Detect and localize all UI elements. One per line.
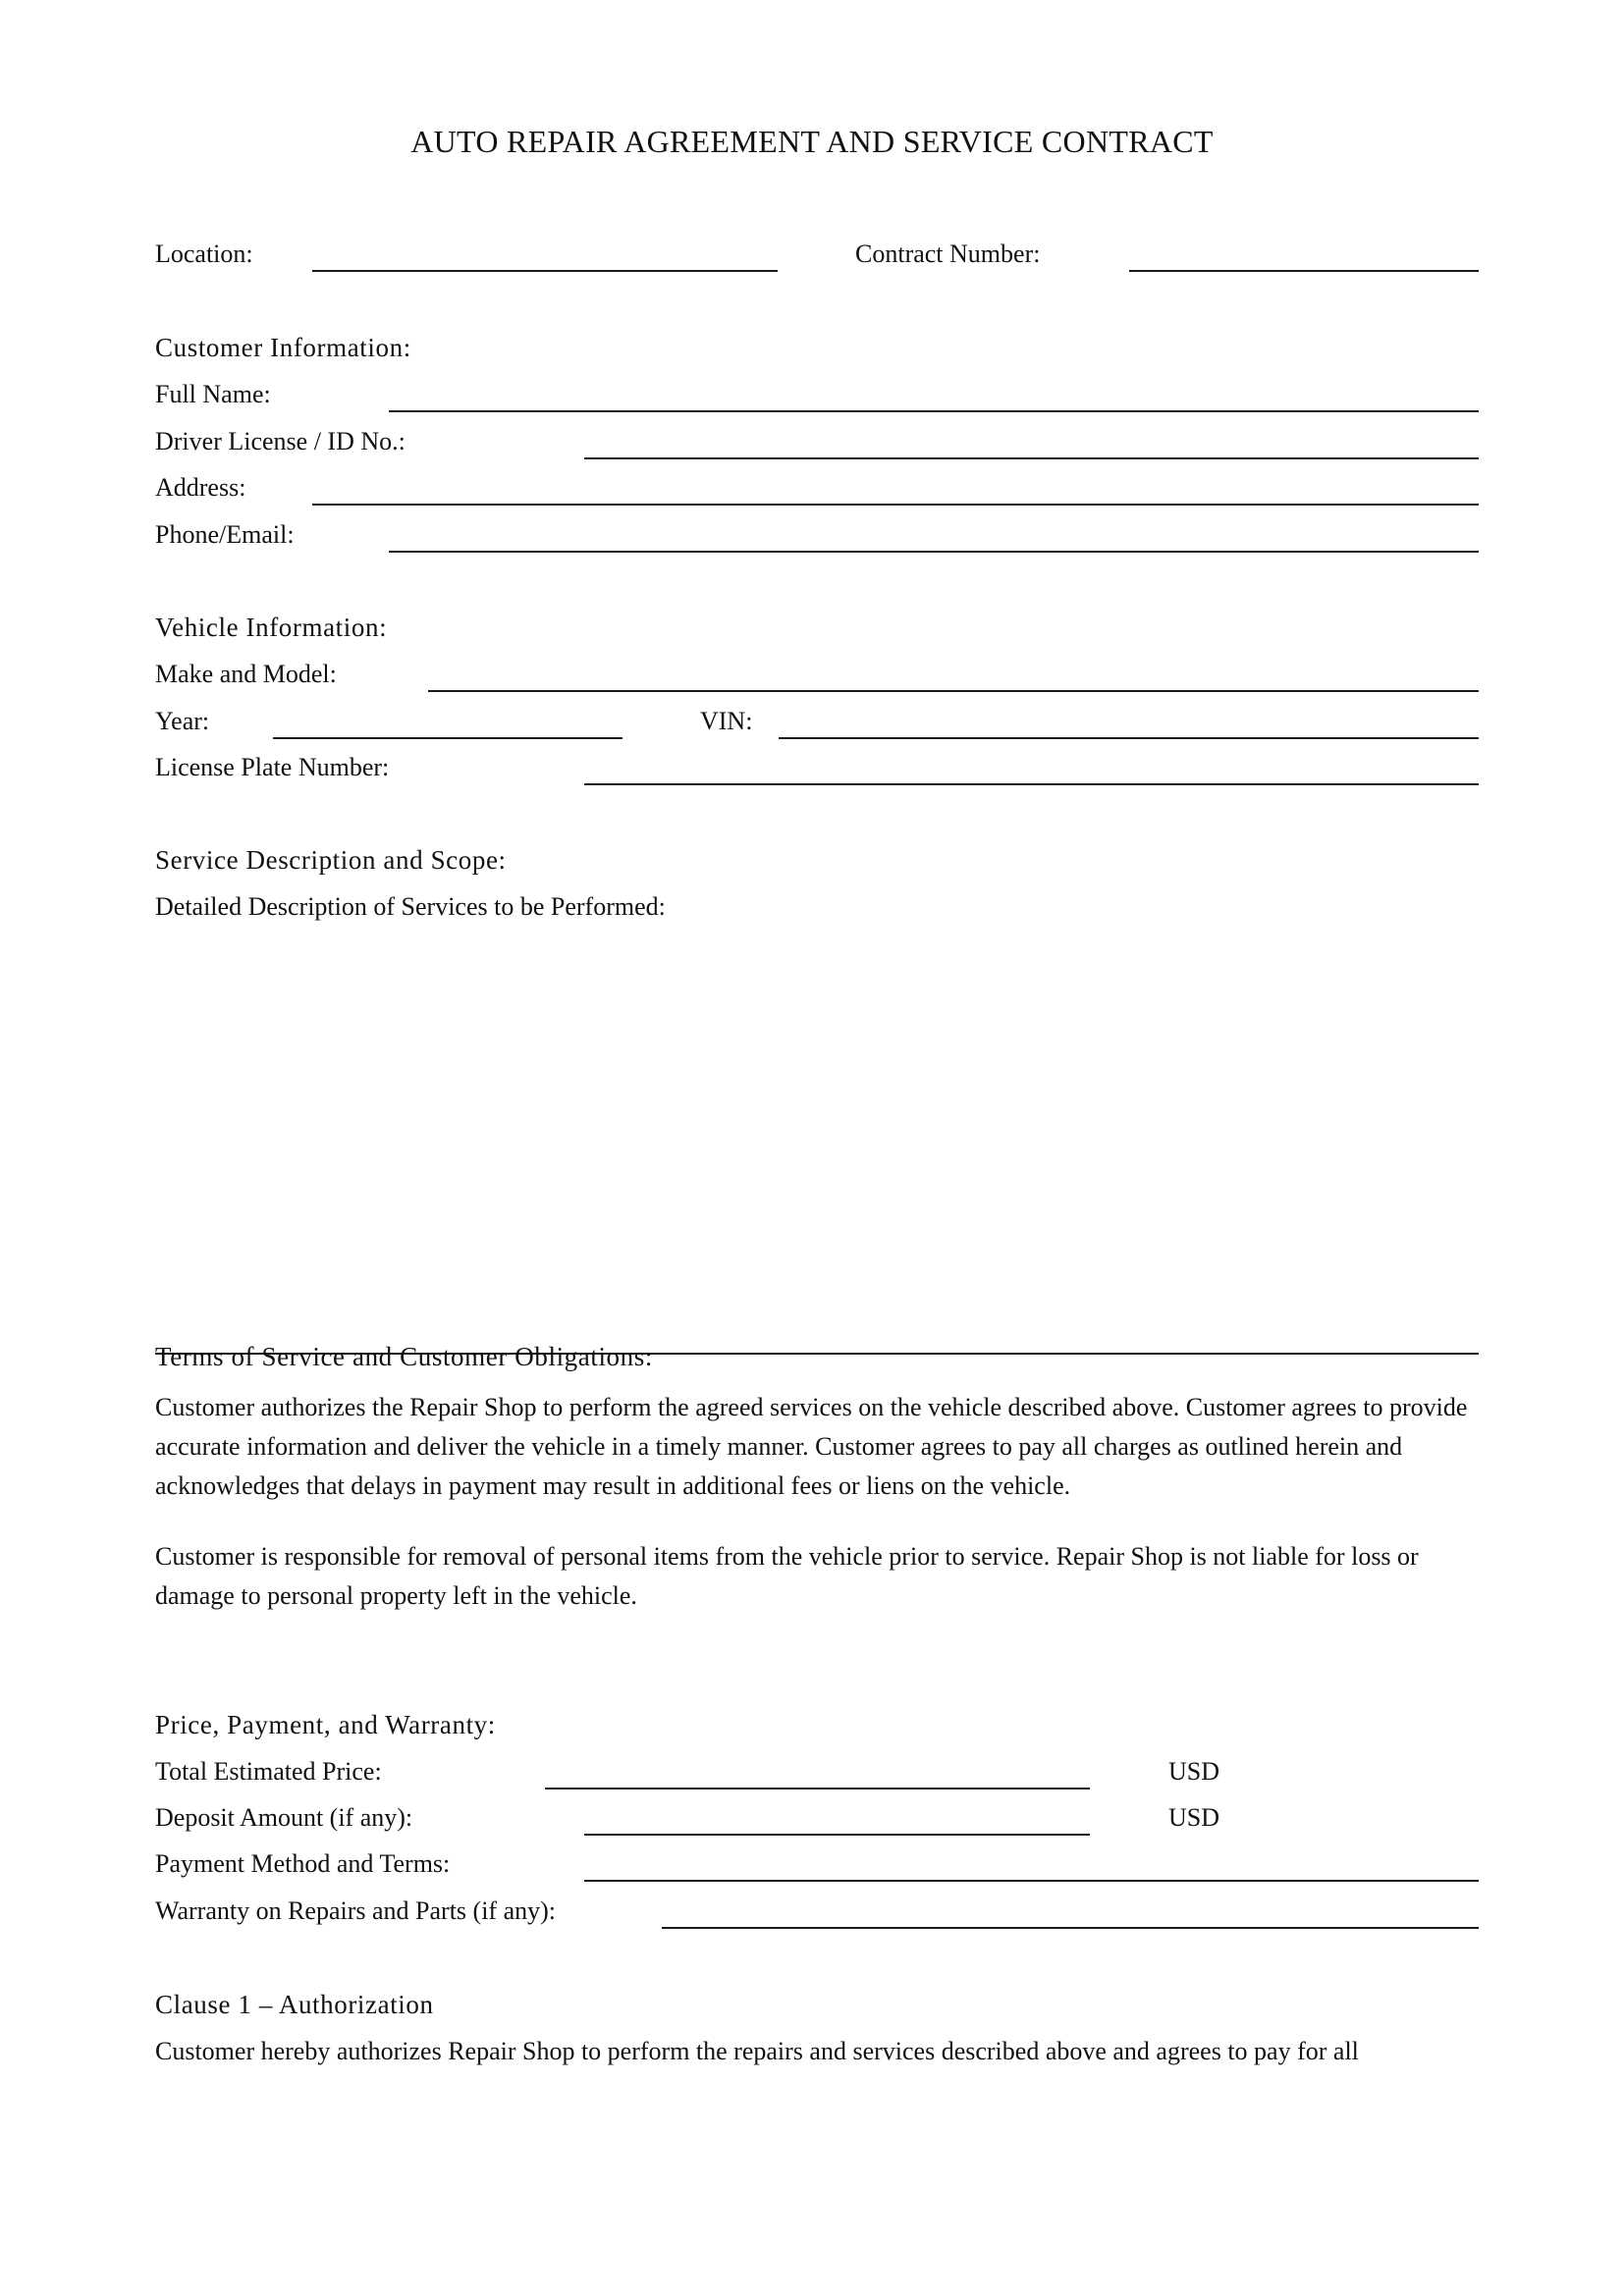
contract-number-label: Contract Number: [855, 240, 1041, 268]
location-label: Location: [155, 240, 253, 268]
terms-paragraph-1: Customer authorizes the Repair Shop to perform the agreed services on the vehicle described above. Customer agrees to provide accurate information and deliver the vehicle in a timely manner. Customer agrees to pay all charges as outlined herein and acknowledges that delays in payment may result in additional fees or liens on the vehicle. [155, 1393, 1468, 1500]
year-field[interactable] [273, 737, 623, 739]
terms-heading: Terms of Service and Customer Obligations: [155, 1342, 653, 1371]
location-field[interactable] [312, 270, 778, 272]
vin-label: VIN: [700, 707, 753, 735]
payment-method-label: Payment Method and Terms: [155, 1849, 451, 1878]
phone-email-label: Phone/Email: [155, 520, 295, 549]
deposit-currency: USD [1168, 1803, 1220, 1832]
service-description-area[interactable] [155, 931, 1479, 1347]
contract-number-field[interactable] [1129, 270, 1479, 272]
clause-1-heading: Clause 1 – Authorization [155, 1990, 434, 2019]
total-price-currency: USD [1168, 1757, 1220, 1786]
driver-license-label: Driver License / ID No.: [155, 427, 406, 455]
clause-1-text: Customer hereby authorizes Repair Shop to perform the repairs and services described above and agrees to pay for all [155, 2037, 1359, 2065]
total-price-field[interactable] [545, 1788, 1090, 1789]
customer-info-heading: Customer Information: [155, 333, 411, 362]
document-title: AUTO REPAIR AGREEMENT AND SERVICE CONTRACT [410, 124, 1214, 159]
make-model-label: Make and Model: [155, 660, 337, 688]
warranty-field[interactable] [662, 1927, 1479, 1929]
deposit-label: Deposit Amount (if any): [155, 1803, 413, 1832]
address-label: Address: [155, 473, 246, 502]
year-label: Year: [155, 707, 210, 735]
terms-paragraph-2: Customer is responsible for removal of personal items from the vehicle prior to service. Repair Shop is not liable for loss or damage to personal property left in the vehicle. [155, 1542, 1419, 1610]
address-field[interactable] [312, 504, 1479, 506]
total-price-label: Total Estimated Price: [155, 1757, 382, 1786]
price-heading: Price, Payment, and Warranty: [155, 1710, 496, 1739]
deposit-field[interactable] [584, 1834, 1090, 1836]
service-description-heading: Service Description and Scope: [155, 845, 507, 875]
license-plate-label: License Plate Number: [155, 753, 390, 781]
warranty-label: Warranty on Repairs and Parts (if any): [155, 1896, 557, 1925]
vehicle-info-heading: Vehicle Information: [155, 613, 388, 642]
driver-license-field[interactable] [584, 457, 1479, 459]
license-plate-field[interactable] [584, 783, 1479, 785]
phone-email-field[interactable] [389, 551, 1479, 553]
full-name-label: Full Name: [155, 380, 271, 408]
payment-method-field[interactable] [584, 1880, 1479, 1882]
service-detail-label: Detailed Description of Services to be Performed: [155, 892, 666, 921]
full-name-field[interactable] [389, 410, 1479, 412]
make-model-field[interactable] [428, 690, 1479, 692]
vin-field[interactable] [779, 737, 1479, 739]
